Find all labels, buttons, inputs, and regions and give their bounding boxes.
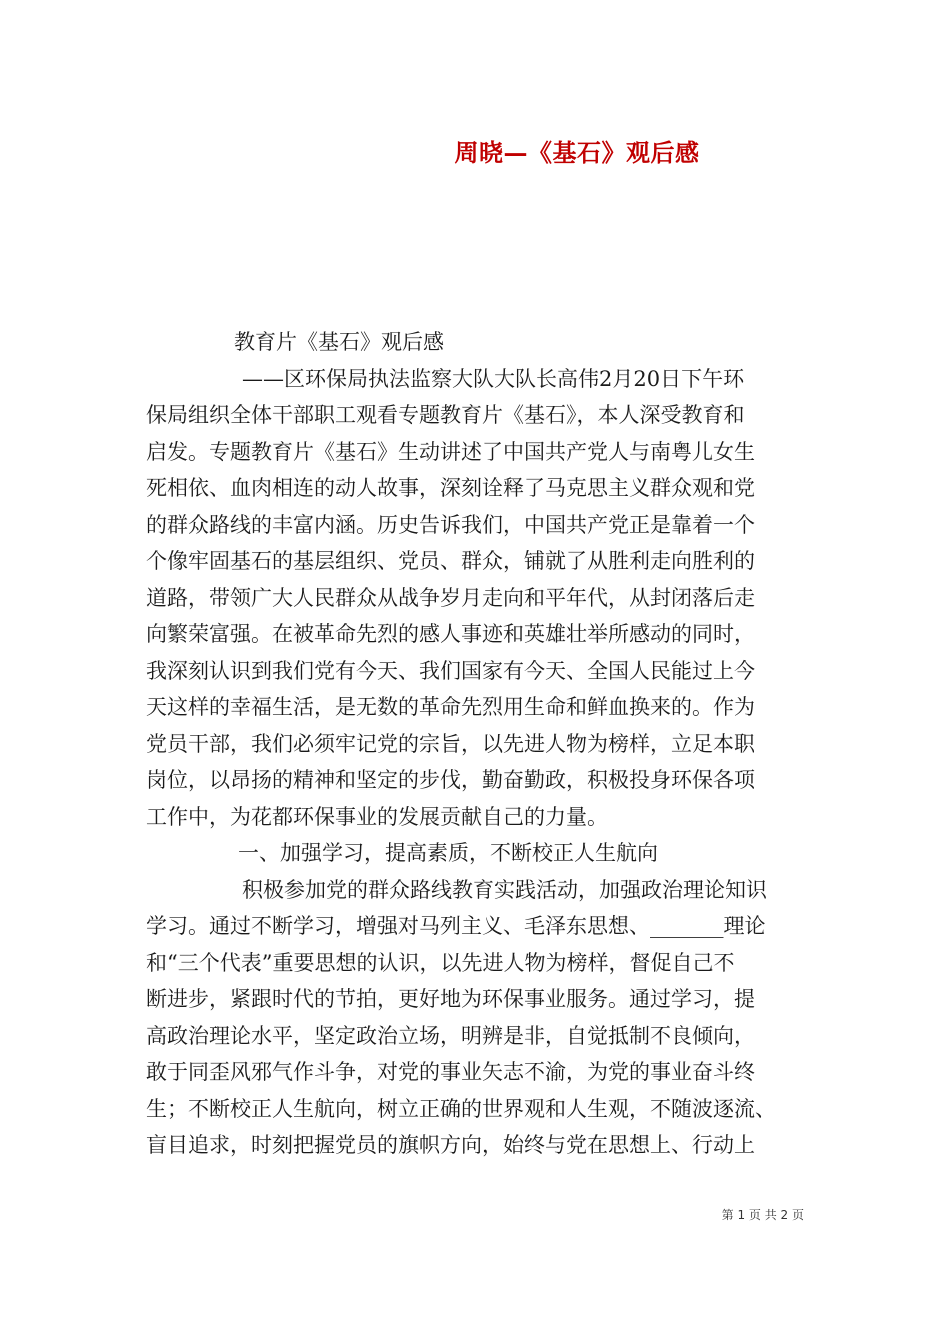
body-line: 学习。通过不断学习，增强对马列主义、毛泽东思想、_______理论 bbox=[146, 914, 766, 938]
body-line: 党员干部，我们必须牢记党的宗旨，以先进人物为榜样，立足本职 bbox=[146, 731, 755, 756]
body-line: 死相依、血肉相连的动人故事，深刻诠释了马克思主义群众观和党 bbox=[146, 476, 755, 500]
body-line: 和“三个代表”重要思想的认识，以先进人物为榜样，督促自己不 bbox=[146, 950, 735, 975]
body-line: 保局组织全体干部职工观看专题教育片《基石》，本人深受教育和 bbox=[146, 403, 745, 427]
body-line: 工作中，为花都环保事业的发展贡献自己的力量。 bbox=[146, 804, 608, 829]
body-line: 我深刻认识到我们党有今天、我们国家有今天、全国人民能过上今 bbox=[146, 658, 755, 683]
document-body bbox=[146, 324, 818, 1164]
body-line: 高政治理论水平，坚定政治立场，明辨是非，自觉抵制不良倾向， bbox=[146, 1023, 755, 1048]
body-line: 的群众路线的丰富内涵。历史告诉我们，中国共产党正是靠着一个 bbox=[146, 512, 755, 537]
body-line: 盲目追求，时刻把握党员的旗帜方向，始终与党在思想上、行动上 bbox=[146, 1133, 755, 1157]
body-line: 断进步，紧跟时代的节拍，更好地为环保事业服务。通过学习，提 bbox=[146, 987, 755, 1011]
body-line: 启发。专题教育片《基石》生动讲述了中国共产党人与南粤儿女生 bbox=[146, 439, 755, 464]
body-line: 个像牢固基石的基层组织、党员、群众，铺就了从胜利走向胜利的 bbox=[146, 549, 755, 573]
body-line: 生；不断校正人生航向，树立正确的世界观和人生观，不随波逐流、 bbox=[146, 1096, 776, 1121]
body-line: ——区环保局执法监察大队大队长高伟2月20日下午环 bbox=[242, 366, 745, 391]
body-line: 教育片《基石》观后感 bbox=[234, 330, 444, 354]
body-line: 岗位，以昂扬的精神和坚定的步伐，勤奋勤政，积极投身环保各项 bbox=[146, 768, 755, 792]
body-line: 积极参加党的群众路线教育实践活动，加强政治理论知识 bbox=[242, 877, 767, 902]
body-line: 道路，带领广大人民群众从战争岁月走向和平年代，从封闭落后走 bbox=[146, 585, 755, 610]
body-line: 向繁荣富强。在被革命先烈的感人事迹和英雄壮举所感动的同时， bbox=[146, 622, 755, 646]
document-title: 周晓—《基石》观后感 bbox=[454, 138, 700, 167]
body-line: 敢于同歪风邪气作斗争，对党的事业矢志不渝，为党的事业奋斗终 bbox=[146, 1060, 755, 1084]
page-number: 第 1 页 共 2 页 bbox=[721, 1208, 804, 1222]
section-heading: 一、加强学习，提高素质，不断校正人生航向 bbox=[238, 841, 658, 865]
body-line: 天这样的幸福生活，是无数的革命先烈用生命和鲜血换来的。作为 bbox=[146, 695, 755, 719]
